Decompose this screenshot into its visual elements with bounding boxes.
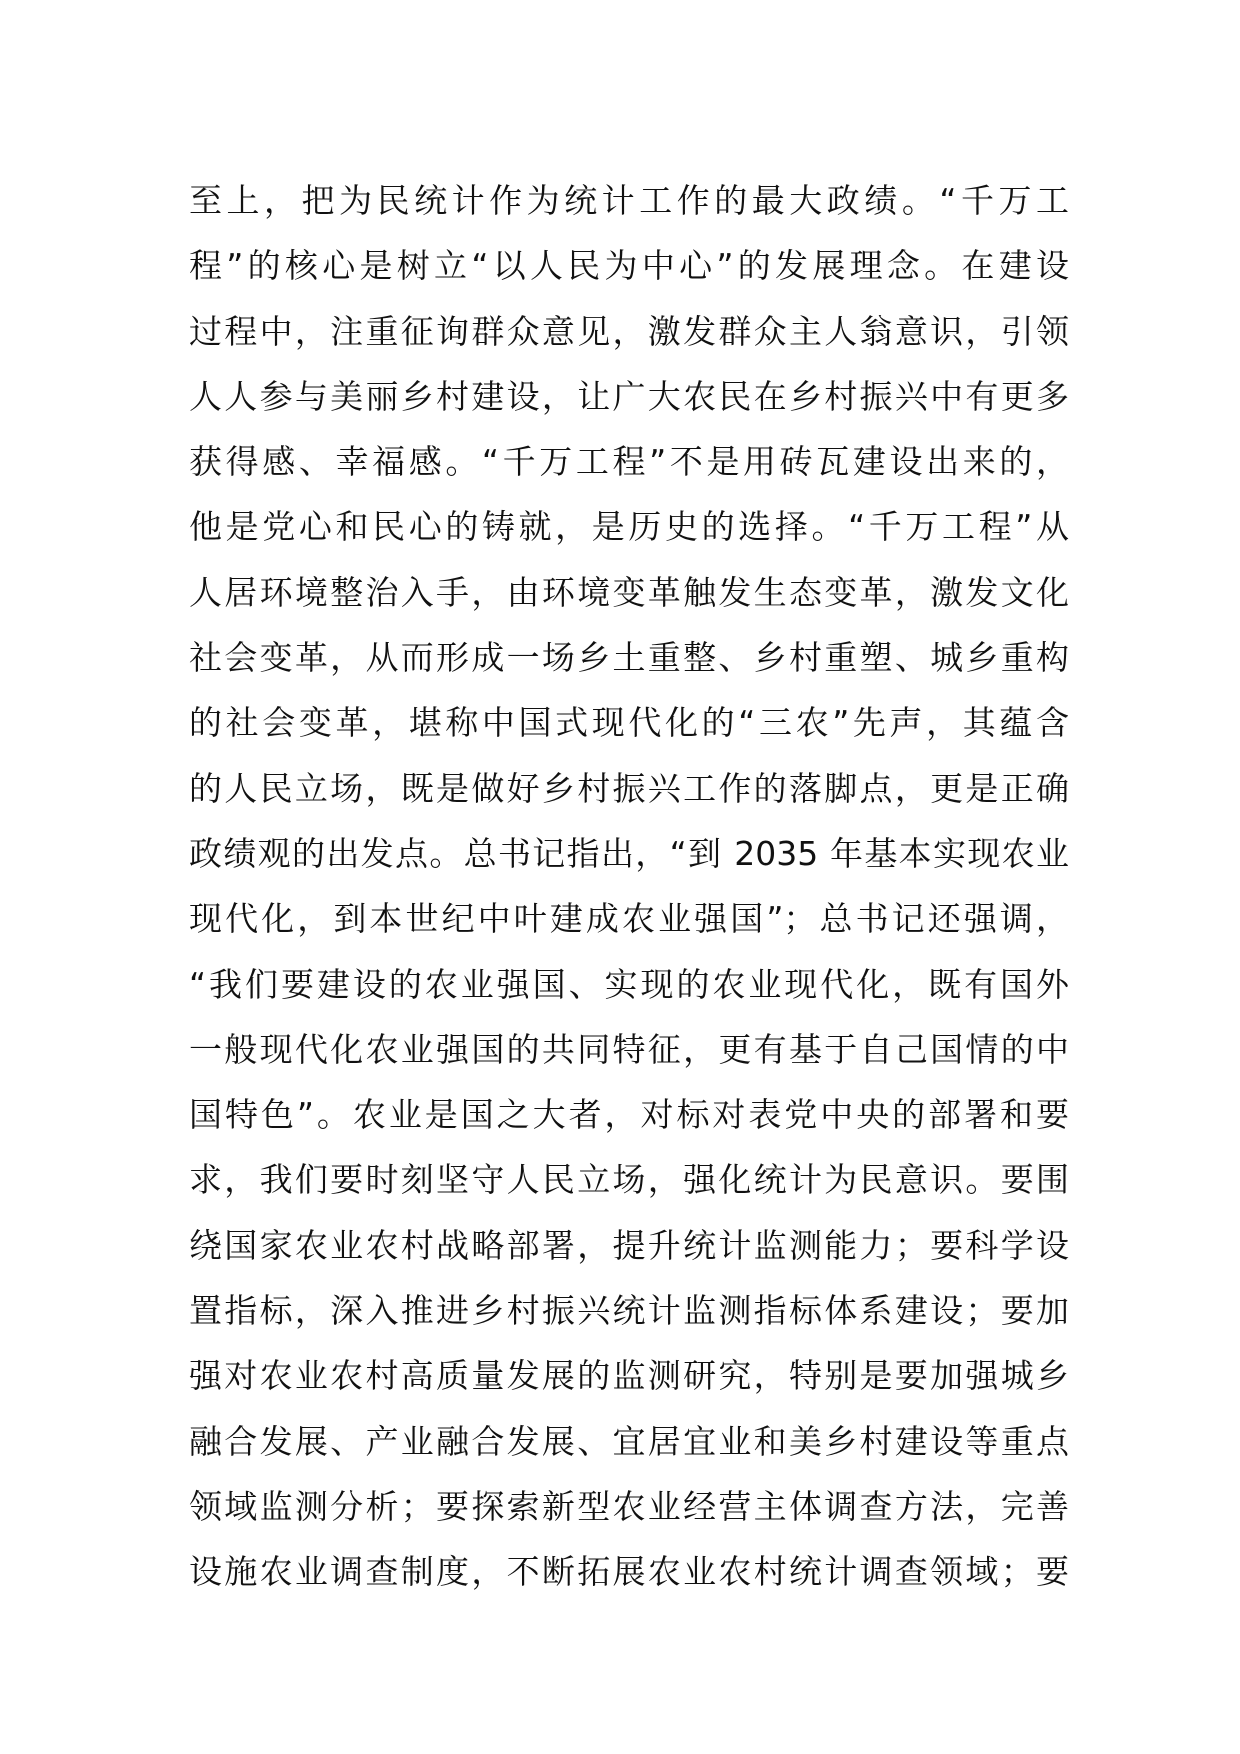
text-line: 国特色”。农业是国之大者，对标对表党中央的部署和要 — [189, 1095, 1069, 1135]
text-line: 设施农业调查制度，不断拓展农业农村统计调查领域；要 — [189, 1552, 1069, 1592]
body-paragraph — [189, 168, 1069, 1605]
text-line: 人人参与美丽乡村建设，让广大农民在乡村振兴中有更多 — [189, 376, 1069, 416]
text-line: 过程中，注重征询群众意见，激发群众主人翁意识，引领 — [189, 311, 1069, 351]
text-line: 领域监测分析；要探索新型农业经营主体调查方法，完善 — [189, 1486, 1069, 1526]
text-line: 现代化，到本世纪中叶建成农业强国”；总书记还强调， — [189, 899, 1069, 939]
text-line: 绕国家农业农村战略部署，提升统计监测能力；要科学设 — [189, 1225, 1069, 1265]
text-line: 一般现代化农业强国的共同特征，更有基于自己国情的中 — [189, 1029, 1069, 1069]
text-line: 至上，把为民统计作为统计工作的最大政绩。“千万工 — [189, 181, 1069, 220]
text-line: 人居环境整治入手，由环境变革触发生态变革，激发文化 — [189, 572, 1069, 612]
text-line: 求，我们要时刻坚守人民立场，强化统计为民意识。要围 — [189, 1160, 1069, 1200]
text-line: 的人民立场，既是做好乡村振兴工作的落脚点，更是正确 — [189, 768, 1069, 808]
text-line: 社会变革，从而形成一场乡土重整、乡村重塑、城乡重构 — [189, 638, 1069, 678]
text-line: 强对农业农村高质量发展的监测研究，特别是要加强城乡 — [189, 1356, 1069, 1396]
text-line: 的社会变革，堪称中国式现代化的“三农”先声，其蕴含 — [189, 703, 1069, 743]
text-line: 程”的核心是树立“以人民为中心”的发展理念。在建设 — [189, 246, 1069, 286]
text-line: 融合发展、产业融合发展、宜居宜业和美乡村建设等重点 — [189, 1421, 1069, 1461]
text-line: 获得感、幸福感。“千万工程”不是用砖瓦建设出来的， — [189, 442, 1069, 482]
text-line: “我们要建设的农业强国、实现的农业现代化，既有国外 — [189, 964, 1069, 1004]
text-line: 他是党心和民心的铸就，是历史的选择。“千万工程”从 — [189, 507, 1069, 547]
text-line: 置指标，深入推进乡村振兴统计监测指标体系建设；要加 — [189, 1291, 1069, 1331]
text-line: 政绩观的出发点。总书记指出，“到 2035 年基本实现农业 — [189, 833, 1069, 873]
